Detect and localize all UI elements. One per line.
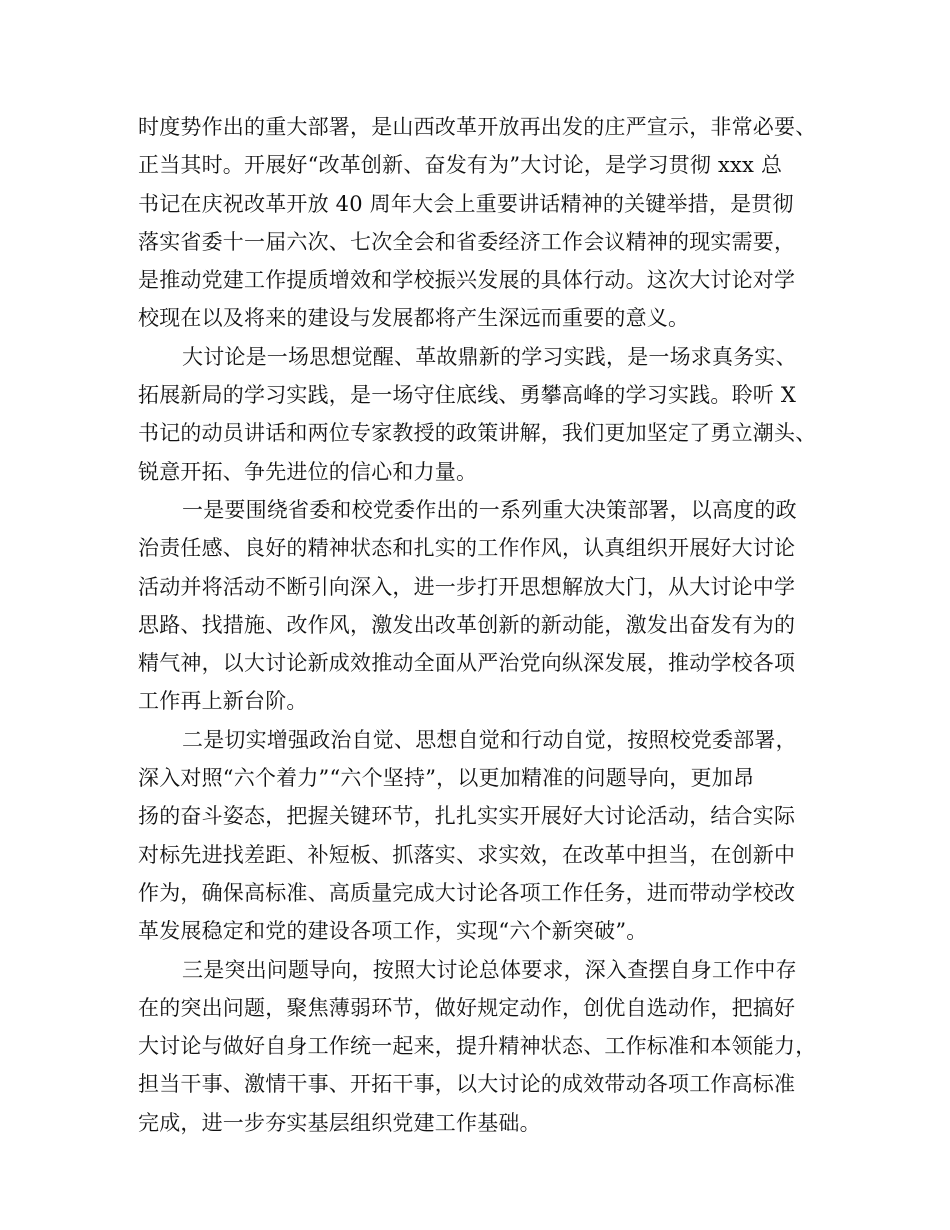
paragraph-5 [138,951,828,1142]
paragraph-first-line: 二是切实增强政治自觉、思想自觉和行动自觉，按照校党委部署， [182,727,797,752]
paragraph-line: 活动并将活动不断引向深入，进一步打开思想解放大门，从大讨论中学 [138,574,796,599]
paragraph-1 [138,108,828,338]
paragraph-line: 锐意开拓、争先进位的信心和力量。 [138,459,478,484]
paragraph-line: 拓展新局的学习实践，是一场守住底线、勇攀高峰的学习实践。聆听 X [138,383,797,408]
paragraph-line: 作为，确保高标准、高质量完成大讨论各项工作任务，进而带动学校改 [138,880,796,905]
paragraph-line: 扬的奋斗姿态，把握关键环节，扎扎实实开展好大讨论活动，结合实际 [138,804,796,829]
paragraph-4 [138,721,828,951]
paragraph-line: 校现在以及将来的建设与发展都将产生深远而重要的意义。 [138,306,690,331]
paragraph-line: 大讨论与做好自身工作统一起来，提升精神状态、工作标准和本领能力， [138,1034,817,1059]
paragraph-line: 是推动党建工作提质增效和学校振兴发展的具体行动。这次大讨论对学 [138,268,796,293]
document-body [138,108,828,1142]
paragraph-line: 时度势作出的重大部署，是山西改革开放再出发的庄严宣示，非常必要、 [138,115,817,139]
paragraph-line: 书记在庆祝改革开放 40 周年大会上重要讲话精神的关键举措，是贯彻 [138,191,794,216]
paragraph-line: 精气神，以大讨论新成效推动全面从严治党向纵深发展，推动学校各项 [138,651,796,676]
paragraph-line: 工作再上新台阶。 [138,689,308,714]
paragraph-first-line: 三是突出问题导向，按照大讨论总体要求，深入查摆自身工作中存 [182,957,797,982]
paragraph-first-line: 一是要围绕省委和校党委作出的一系列重大决策部署，以高度的政 [182,497,797,522]
paragraph-line: 深入对照“六个着力”“六个坚持”，以更加精准的问题导向，更加昂 [138,766,755,791]
paragraph-line: 书记的动员讲话和两位专家教授的政策讲解，我们更加坚定了勇立潮头、 [138,421,817,446]
paragraph-3 [138,491,828,721]
paragraph-line: 担当干事、激情干事、开拓干事，以大讨论的成效带动各项工作高标准 [138,1072,796,1097]
paragraph-first-line: 大讨论是一场思想觉醒、革故鼎新的学习实践，是一场求真务实、 [182,344,797,369]
paragraph-line: 完成，进一步夯实基层组织党建工作基础。 [138,1110,541,1135]
paragraph-line: 落实省委十一届六次、七次全会和省委经济工作会议精神的现实需要， [138,229,796,254]
paragraph-line: 治责任感、良好的精神状态和扎实的工作作风，认真组织开展好大讨论 [138,536,796,561]
paragraph-line: 正当其时。开展好“改革创新、奋发有为”大讨论，是学习贯彻 xxx 总 [138,153,783,178]
paragraph-line: 革发展稳定和党的建设各项工作，实现“六个新突破”。 [138,919,648,944]
paragraph-line: 对标先进找差距、补短板、抓落实、求实效，在改革中担当，在创新中 [138,842,796,867]
paragraph-2 [138,338,828,491]
paragraph-line: 思路、找措施、改作风，激发出改革创新的新动能，激发出奋发有为的 [138,612,796,637]
paragraph-line: 在的突出问题，聚焦薄弱环节，做好规定动作，创优自选动作，把搞好 [138,995,796,1020]
